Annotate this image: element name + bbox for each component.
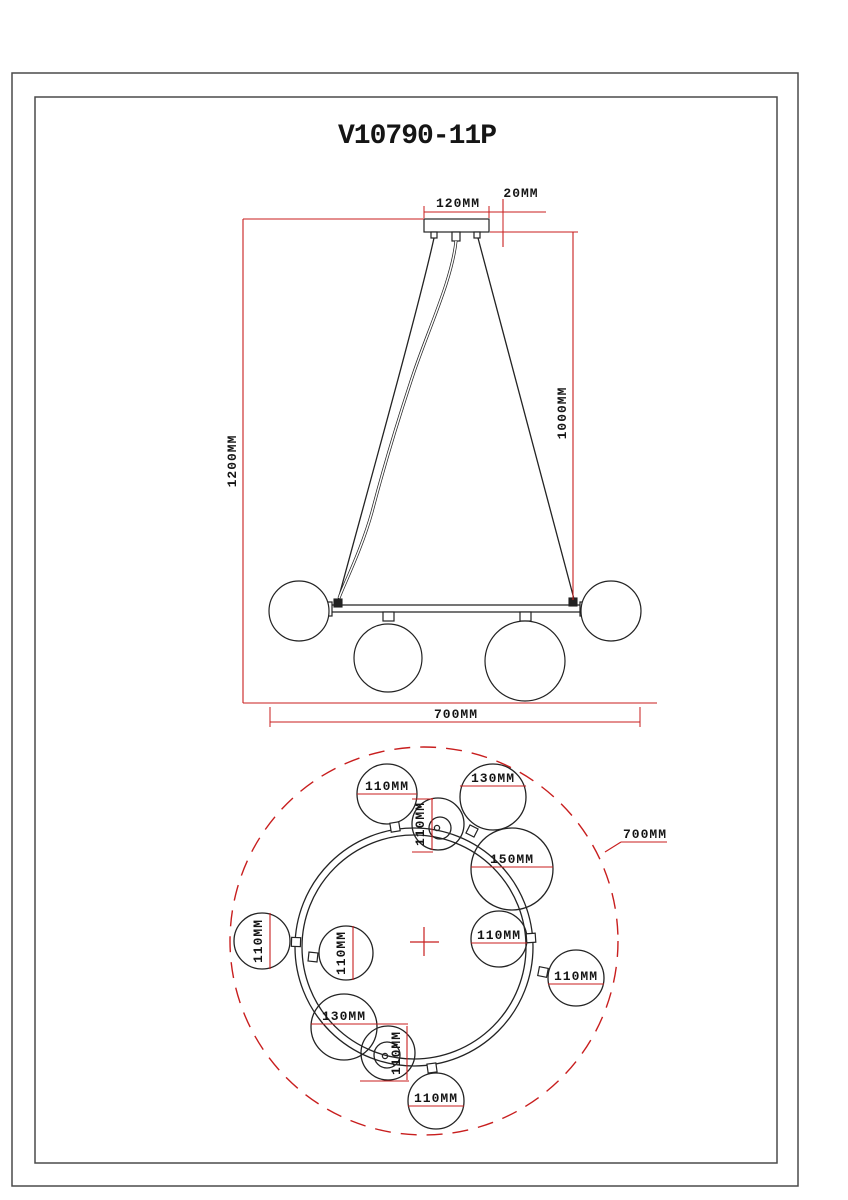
dim-label-top-center: 110MM	[413, 801, 428, 847]
power-cord	[339, 241, 456, 598]
globe-below-left	[354, 624, 422, 692]
connector-right-inner	[526, 933, 536, 943]
dim-label-bottom-center: 110MM	[389, 1030, 404, 1076]
dim-label-right-lower: 110MM	[553, 969, 599, 984]
dim-label-top-right: 130MM	[470, 771, 516, 786]
cable-grip-left	[334, 599, 342, 607]
connector-right-lower	[538, 967, 549, 978]
plan-view-dimensions	[251, 771, 667, 1106]
dim-label-fixture-width: 700MM	[433, 707, 479, 722]
model-number: V10790-11P	[337, 121, 497, 152]
canopy-nub-right	[474, 232, 480, 238]
dim-label-right-large: 150MM	[489, 852, 535, 867]
dim-label-bottom-outer: 110MM	[413, 1091, 459, 1106]
dim-label-overall-drop: 1200MM	[225, 434, 240, 488]
side-elevation-view	[269, 219, 641, 701]
globe-below-right	[485, 621, 565, 701]
dim-label-overall-diameter: 700MM	[622, 827, 668, 842]
connector-top-right	[466, 825, 478, 837]
canopy-cord-gland	[452, 232, 460, 241]
connector-top-left	[390, 822, 400, 832]
leader-overall-diameter	[605, 842, 621, 852]
dim-label-right-inner: 110MM	[476, 928, 522, 943]
dim-label-canopy-width: 120MM	[435, 196, 481, 211]
dim-label-suspension-length: 1000MM	[555, 386, 570, 440]
suspension-cable-left	[338, 238, 434, 600]
side-view-dimensions	[225, 186, 657, 727]
ceiling-canopy	[424, 219, 489, 232]
dim-label-top-left: 110MM	[364, 779, 410, 794]
connector-left-inner	[308, 952, 318, 962]
globe-stem-right	[520, 612, 531, 621]
globe-side-right	[581, 581, 641, 641]
dim-label-canopy-thickness: 20MM	[503, 186, 539, 201]
connector-bottom	[427, 1063, 437, 1073]
plan-globe-right-large	[471, 828, 553, 910]
globe-stem-left	[383, 612, 394, 621]
globe-side-left	[269, 581, 329, 641]
dim-label-bottom-left: 130MM	[321, 1009, 367, 1024]
dim-label-left-inner: 110MM	[334, 930, 349, 976]
dim-label-left-outer: 110MM	[251, 918, 266, 964]
canopy-nub-left	[431, 232, 437, 238]
plan-globe-bottom-left	[311, 994, 377, 1060]
connector-left-outer	[291, 937, 300, 946]
